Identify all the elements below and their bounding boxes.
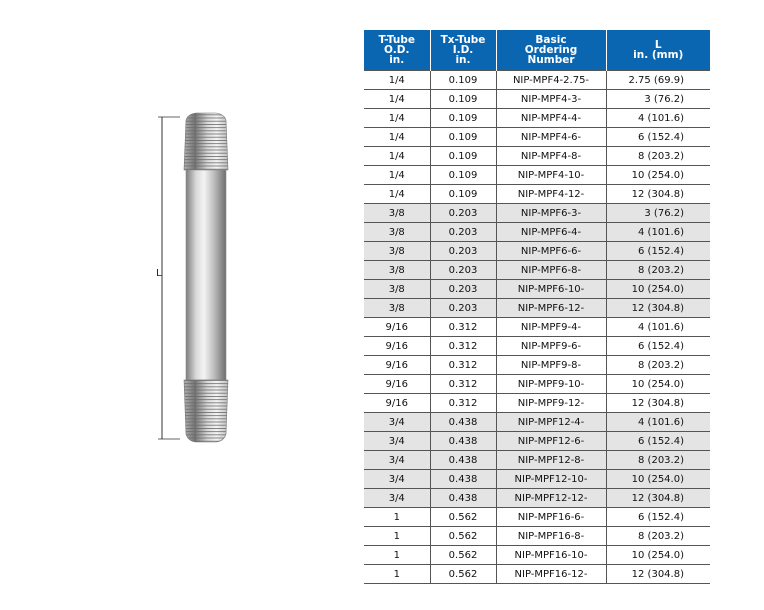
cell-part-number: NIP-MPF4-8- — [496, 147, 606, 166]
cell-length: 8 (203.2) — [606, 261, 710, 280]
cell-length: 10 (254.0) — [606, 166, 710, 185]
table-row — [364, 318, 710, 337]
cell-od: 1/4 — [364, 166, 430, 185]
cell-length: 12 (304.8) — [606, 565, 710, 584]
header-part-number: Basic Ordering Number — [496, 30, 606, 71]
table-row — [364, 299, 710, 318]
cell-od: 1/4 — [364, 128, 430, 147]
cell-length: 10 (254.0) — [606, 375, 710, 394]
table-row — [364, 565, 710, 584]
cell-od: 1/4 — [364, 147, 430, 166]
cell-part-number: NIP-MPF9-4- — [496, 318, 606, 337]
cell-id: 0.312 — [430, 356, 496, 375]
cell-id: 0.109 — [430, 128, 496, 147]
table-body — [364, 71, 710, 584]
table-row — [364, 470, 710, 489]
cell-od: 3/8 — [364, 242, 430, 261]
cell-part-number: NIP-MPF6-10- — [496, 280, 606, 299]
cell-length: 4 (101.6) — [606, 413, 710, 432]
cell-id: 0.109 — [430, 185, 496, 204]
table-row — [364, 280, 710, 299]
cell-length: 8 (203.2) — [606, 147, 710, 166]
cell-id: 0.203 — [430, 223, 496, 242]
cell-length: 8 (203.2) — [606, 451, 710, 470]
cell-od: 9/16 — [364, 394, 430, 413]
table-row — [364, 128, 710, 147]
cell-part-number: NIP-MPF6-3- — [496, 204, 606, 223]
cell-length: 6 (152.4) — [606, 337, 710, 356]
cell-part-number: NIP-MPF9-6- — [496, 337, 606, 356]
cell-od: 9/16 — [364, 375, 430, 394]
table-row — [364, 508, 710, 527]
table-row — [364, 71, 710, 90]
cell-length: 4 (101.6) — [606, 318, 710, 337]
cell-od: 3/4 — [364, 413, 430, 432]
cell-length: 3 (76.2) — [606, 90, 710, 109]
table-row — [364, 147, 710, 166]
cell-part-number: NIP-MPF12-6- — [496, 432, 606, 451]
cell-id: 0.203 — [430, 299, 496, 318]
table-row — [364, 90, 710, 109]
cell-id: 0.562 — [430, 527, 496, 546]
table-row — [364, 242, 710, 261]
cell-part-number: NIP-MPF12-12- — [496, 489, 606, 508]
table-row — [364, 166, 710, 185]
cell-id: 0.438 — [430, 413, 496, 432]
cell-part-number: NIP-MPF9-8- — [496, 356, 606, 375]
cell-od: 1/4 — [364, 71, 430, 90]
cell-id: 0.438 — [430, 489, 496, 508]
cell-od: 9/16 — [364, 318, 430, 337]
cell-id: 0.438 — [430, 451, 496, 470]
table-row — [364, 489, 710, 508]
cell-part-number: NIP-MPF16-8- — [496, 527, 606, 546]
cell-od: 9/16 — [364, 356, 430, 375]
cell-length: 10 (254.0) — [606, 546, 710, 565]
cell-length: 2.75 (69.9) — [606, 71, 710, 90]
cell-part-number: NIP-MPF6-8- — [496, 261, 606, 280]
cell-od: 1 — [364, 546, 430, 565]
cell-id: 0.562 — [430, 508, 496, 527]
cell-part-number: NIP-MPF4-6- — [496, 128, 606, 147]
cell-id: 0.312 — [430, 318, 496, 337]
cell-od: 9/16 — [364, 337, 430, 356]
cell-part-number: NIP-MPF12-8- — [496, 451, 606, 470]
cell-od: 3/8 — [364, 299, 430, 318]
cell-id: 0.438 — [430, 470, 496, 489]
cell-id: 0.203 — [430, 204, 496, 223]
table-row — [364, 432, 710, 451]
table-row — [364, 413, 710, 432]
header-od: T-Tube O.D. in. — [364, 30, 430, 71]
table-row — [364, 109, 710, 128]
cell-od: 3/8 — [364, 223, 430, 242]
cell-part-number: NIP-MPF16-6- — [496, 508, 606, 527]
cell-id: 0.312 — [430, 375, 496, 394]
cell-part-number: NIP-MPF4-2.75- — [496, 71, 606, 90]
cell-od: 3/4 — [364, 451, 430, 470]
cell-part-number: NIP-MPF6-4- — [496, 223, 606, 242]
table-header-row — [364, 30, 710, 71]
cell-part-number: NIP-MPF16-10- — [496, 546, 606, 565]
cell-part-number: NIP-MPF12-4- — [496, 413, 606, 432]
table-row — [364, 356, 710, 375]
header-length: L in. (mm) — [606, 30, 710, 71]
cell-id: 0.109 — [430, 90, 496, 109]
cell-length: 8 (203.2) — [606, 356, 710, 375]
cell-part-number: NIP-MPF4-3- — [496, 90, 606, 109]
cell-id: 0.438 — [430, 432, 496, 451]
cell-length: 12 (304.8) — [606, 185, 710, 204]
table-row — [364, 394, 710, 413]
table-row — [364, 527, 710, 546]
cell-od: 3/8 — [364, 261, 430, 280]
cell-id: 0.562 — [430, 546, 496, 565]
cell-length: 10 (254.0) — [606, 280, 710, 299]
cell-length: 12 (304.8) — [606, 299, 710, 318]
cell-id: 0.203 — [430, 280, 496, 299]
cell-od: 3/4 — [364, 470, 430, 489]
nipple-fitting-illustration — [150, 108, 240, 448]
cell-part-number: NIP-MPF6-6- — [496, 242, 606, 261]
header-id: Tx-Tube I.D. in. — [430, 30, 496, 71]
table-row — [364, 261, 710, 280]
cell-part-number: NIP-MPF9-12- — [496, 394, 606, 413]
cell-part-number: NIP-MPF4-10- — [496, 166, 606, 185]
cell-length: 4 (101.6) — [606, 109, 710, 128]
table-row — [364, 185, 710, 204]
table-row — [364, 375, 710, 394]
cell-length: 3 (76.2) — [606, 204, 710, 223]
cell-part-number: NIP-MPF16-12- — [496, 565, 606, 584]
cell-length: 6 (152.4) — [606, 432, 710, 451]
cell-od: 1 — [364, 508, 430, 527]
cell-id: 0.312 — [430, 337, 496, 356]
cell-od: 3/4 — [364, 489, 430, 508]
cell-part-number: NIP-MPF6-12- — [496, 299, 606, 318]
cell-id: 0.203 — [430, 261, 496, 280]
cell-length: 8 (203.2) — [606, 527, 710, 546]
cell-id: 0.109 — [430, 71, 496, 90]
table-row — [364, 204, 710, 223]
cell-id: 0.109 — [430, 147, 496, 166]
cell-id: 0.312 — [430, 394, 496, 413]
cell-od: 1 — [364, 565, 430, 584]
cell-od: 3/8 — [364, 280, 430, 299]
cell-id: 0.109 — [430, 109, 496, 128]
cell-length: 12 (304.8) — [606, 394, 710, 413]
cell-length: 10 (254.0) — [606, 470, 710, 489]
table-row — [364, 223, 710, 242]
cell-part-number: NIP-MPF4-4- — [496, 109, 606, 128]
cell-od: 1/4 — [364, 185, 430, 204]
table-row — [364, 546, 710, 565]
cell-id: 0.109 — [430, 166, 496, 185]
cell-id: 0.203 — [430, 242, 496, 261]
cell-part-number: NIP-MPF12-10- — [496, 470, 606, 489]
cell-od: 3/4 — [364, 432, 430, 451]
cell-id: 0.562 — [430, 565, 496, 584]
dimension-label-l: L — [156, 268, 162, 279]
cell-od: 1/4 — [364, 109, 430, 128]
cell-length: 12 (304.8) — [606, 489, 710, 508]
table-row — [364, 337, 710, 356]
cell-part-number: NIP-MPF4-12- — [496, 185, 606, 204]
cell-od: 1/4 — [364, 90, 430, 109]
cell-length: 4 (101.6) — [606, 223, 710, 242]
cell-length: 6 (152.4) — [606, 128, 710, 147]
ordering-table — [364, 30, 710, 584]
cell-od: 1 — [364, 527, 430, 546]
cell-od: 3/8 — [364, 204, 430, 223]
cell-length: 6 (152.4) — [606, 242, 710, 261]
cell-length: 6 (152.4) — [606, 508, 710, 527]
cell-part-number: NIP-MPF9-10- — [496, 375, 606, 394]
table-row — [364, 451, 710, 470]
